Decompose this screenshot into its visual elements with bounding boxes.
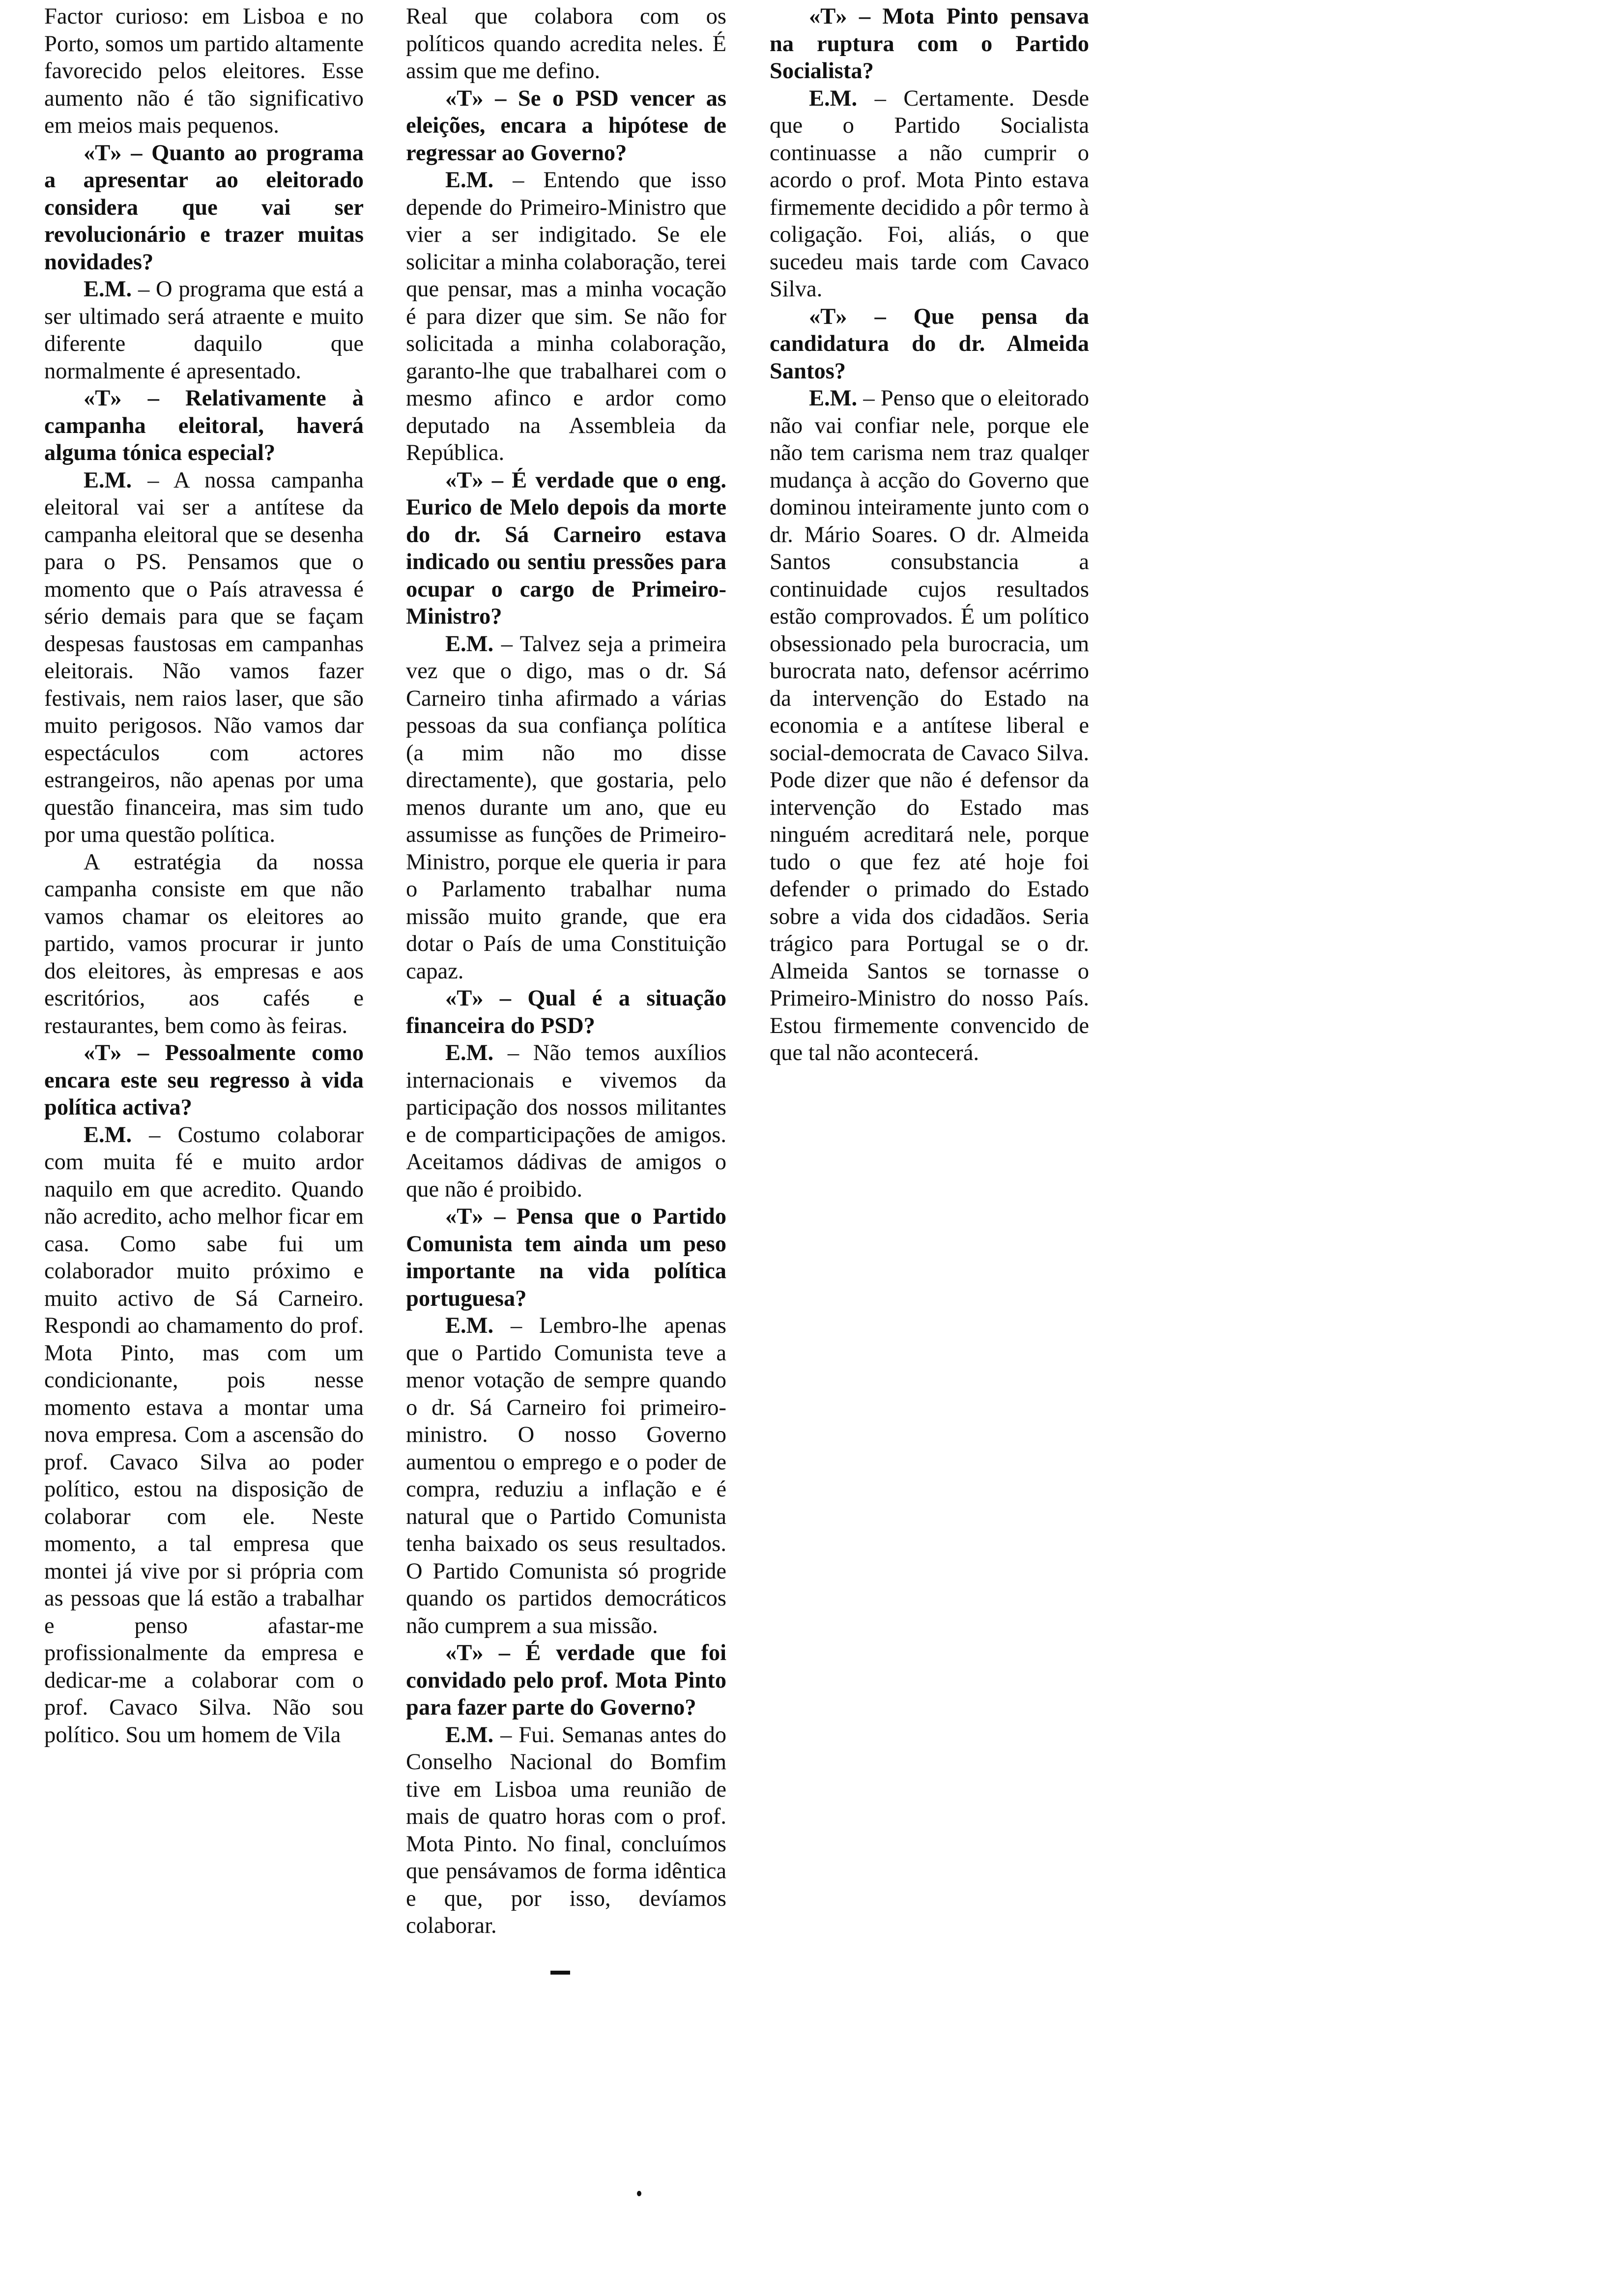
speaker-initials: E.M. [84,467,132,493]
interview-question: «T» – Mota Pinto pensava na ruptura com o Partido Socialista? [770,4,1089,84]
interview-question: «T» – É verdade que o eng. Eurico de Melo depois da morte do dr. Sá Carneiro estava indicado ou sentiu pressões para ocupar o cargo de Primeiro-Ministro? [406,467,726,629]
interview-answer [770,85,1089,303]
article-column-2 [406,3,726,1940]
interview-answer [406,1312,726,1639]
answer-text: – Talvez seja a primeira vez que o digo, mas o dr. Sá Carneiro tinha afirmado a várias pessoas da sua confiança política (a mim não mo disse directamente), que gostaria, pelo menos durante um ano, que eu assumisse as funções de Primeiro-Ministro, porque ele queria ir para o Parlamento trabalhar numa missão muito grande, que era dotar o País de uma Constituição capaz. [406,631,726,984]
interview-question: «T» – Pessoalmente como encara este seu regresso à vida política activa? [44,1040,364,1120]
speaker-initials: E.M. [84,277,132,302]
answer-text: – Lembro-lhe apenas que o Partido Comunista teve a menor votação de sempre quando o dr. Sá Carneiro foi primeiro-ministro. O nosso Governo aumentou o emprego e o poder de compra, reduziu a inflação e é natural que o Partido Comunista tenha baixado os seus resultados. O Partido Comunista só progride quando os partidos democráticos não cumprem a sua missão. [406,1313,726,1638]
answer-text: – Não temos auxílios internacionais e vivemos da participação dos nossos militantes e de comparticipações de amigos. Aceitamos dádivas de amigos o que não é proibido. [406,1040,726,1202]
interview-question: «T» – Que pensa da candidatura do dr. Almeida Santos? [770,304,1089,384]
article-column-1 [44,3,364,1749]
scan-speck [637,2191,641,2196]
paragraph: Real que colabora com os políticos quando acredita neles. É assim que me defino. [406,4,726,84]
interview-question: «T» – Relativamente à campanha eleitoral, haverá alguma tónica especial? [44,386,364,465]
interview-answer [406,1039,726,1203]
interview-question: «T» – Qual é a situação financeira do PSD? [406,986,726,1038]
paragraph: A estratégia da nossa campanha consiste em que não vamos chamar os eleitores ao partido, vamos procurar ir junto dos eleitores, às empresas e aos escritórios, aos cafés e restaurantes, bem como às feiras. [44,849,364,1038]
speaker-initials: E.M. [445,1040,494,1065]
speaker-initials: E.M. [445,168,494,193]
article-column-3 [770,3,1089,1067]
speaker-initials: E.M. [445,631,494,657]
speaker-initials: E.M. [809,86,858,111]
interview-answer [44,276,364,385]
speaker-initials: E.M. [445,1722,494,1748]
interview-answer [406,631,726,985]
answer-text: – Penso que o eleitorado não vai confiar nele, porque ele não tem carisma nem traz qualqer mudança à acção do Governo que dominou inteiramente junto com o dr. Mário Soares. O dr. Almeida Santos consubstancia a continuidade cujos resultados estão comprovados. É um político obsessionado pela burocracia, um burocrata nato, defensor acérrimo da intervenção do Estado na economia e a antítese liberal e social-democrata de Cavaco Silva. Pode dizer que não é defensor da intervenção do Estado mas ninguém acreditará nele, porque tudo o que fez até hoje foi defender o primado do Estado sobre a vida dos cidadãos. Seria trágico para Portugal se o dr. Almeida Santos se tornasse o Primeiro-Ministro do nosso País. Estou firmemente convencido de que tal não acontecerá. [770,386,1089,1065]
interview-answer [406,1722,726,1940]
answer-text: – O programa que está a ser ultimado será atraente e muito diferente daquilo que normalmente é apresentado. [44,277,364,384]
interview-answer [770,385,1089,1067]
speaker-initials: E.M. [84,1122,132,1148]
answer-text: – Certamente. Desde que o Partido Socialista continuasse a não cumprir o acordo o prof. Mota Pinto estava firmemente decidido a pôr termo à coligação. Foi, aliás, o que sucedeu mais tarde com Cavaco Silva. [770,86,1089,302]
interview-question: «T» – É verdade que foi convidado pelo prof. Mota Pinto para fazer parte do Governo? [406,1640,726,1720]
answer-text: – Costumo colaborar com muita fé e muito ardor naquilo em que acredito. Quando não acredito, acho melhor ficar em casa. Como sabe fui um colaborador muito próximo e muito activo de Sá Carneiro. Respondi ao chamamento do prof. Mota Pinto, mas com um condicionante, pois nesse momento estava a montar uma nova empresa. Com a ascensão do prof. Cavaco Silva ao poder político, estou na disposição de colaborar com ele. Neste momento, a tal empresa que montei já vive por si própria com as pessoas que lá estão a trabalhar e penso afastar-me profissionalmente da empresa e dedicar-me a colaborar com o prof. Cavaco Silva. Não sou político. Sou um homem de Vila [44,1122,364,1748]
interview-question: «T» – Se o PSD vencer as eleições, encara a hipótese de regressar ao Governo? [406,86,726,166]
answer-text: – A nossa campanha eleitoral vai ser a antítese da campanha eleitoral que se desenha para o PS. Pensamos que o momento que o País atravessa é sério demais para que se façam despesas faustosas em campanhas eleitorais. Não vamos fazer festivais, nem raios laser, que são muito perigosos. Não vamos dar espectáculos com actores estrangeiros, não apenas por uma questão financeira, mas sim tudo por uma questão política. [44,467,364,847]
interview-answer [406,167,726,467]
answer-text: – Entendo que isso depende do Primeiro-Ministro que vier a ser indigitado. Se ele solicitar a minha colaboração, terei que pensar, mas a minha vocação é para dizer que sim. Se não for solicitada a minha colaboração, garanto-lhe que trabalharei com o mesmo afinco e ardor como deputado na Assembleia da República. [406,168,726,465]
interview-question: «T» – Pensa que o Partido Comunista tem ainda um peso importante na vida política portuguesa? [406,1204,726,1311]
interview-question: «T» – Quanto ao programa a apresentar ao eleitorado considera que vai ser revolucionário e trazer muitas novidades? [44,140,364,275]
end-mark [550,1971,570,1975]
interview-answer [44,1121,364,1749]
answer-text: – Fui. Semanas antes do Conselho Nacional do Bomfim tive em Lisboa uma reunião de mais de quatro horas com o prof. Mota Pinto. No final, concluímos que pensávamos de forma idêntica e que, por isso, devíamos colaborar. [406,1722,726,1938]
speaker-initials: E.M. [445,1313,494,1338]
paragraph: Factor curioso: em Lisboa e no Porto, somos um partido altamente favorecido pelos eleitores. Esse aumento não é tão significativo em meios mais pequenos. [44,4,364,138]
speaker-initials: E.M. [809,386,858,411]
interview-answer [44,467,364,849]
